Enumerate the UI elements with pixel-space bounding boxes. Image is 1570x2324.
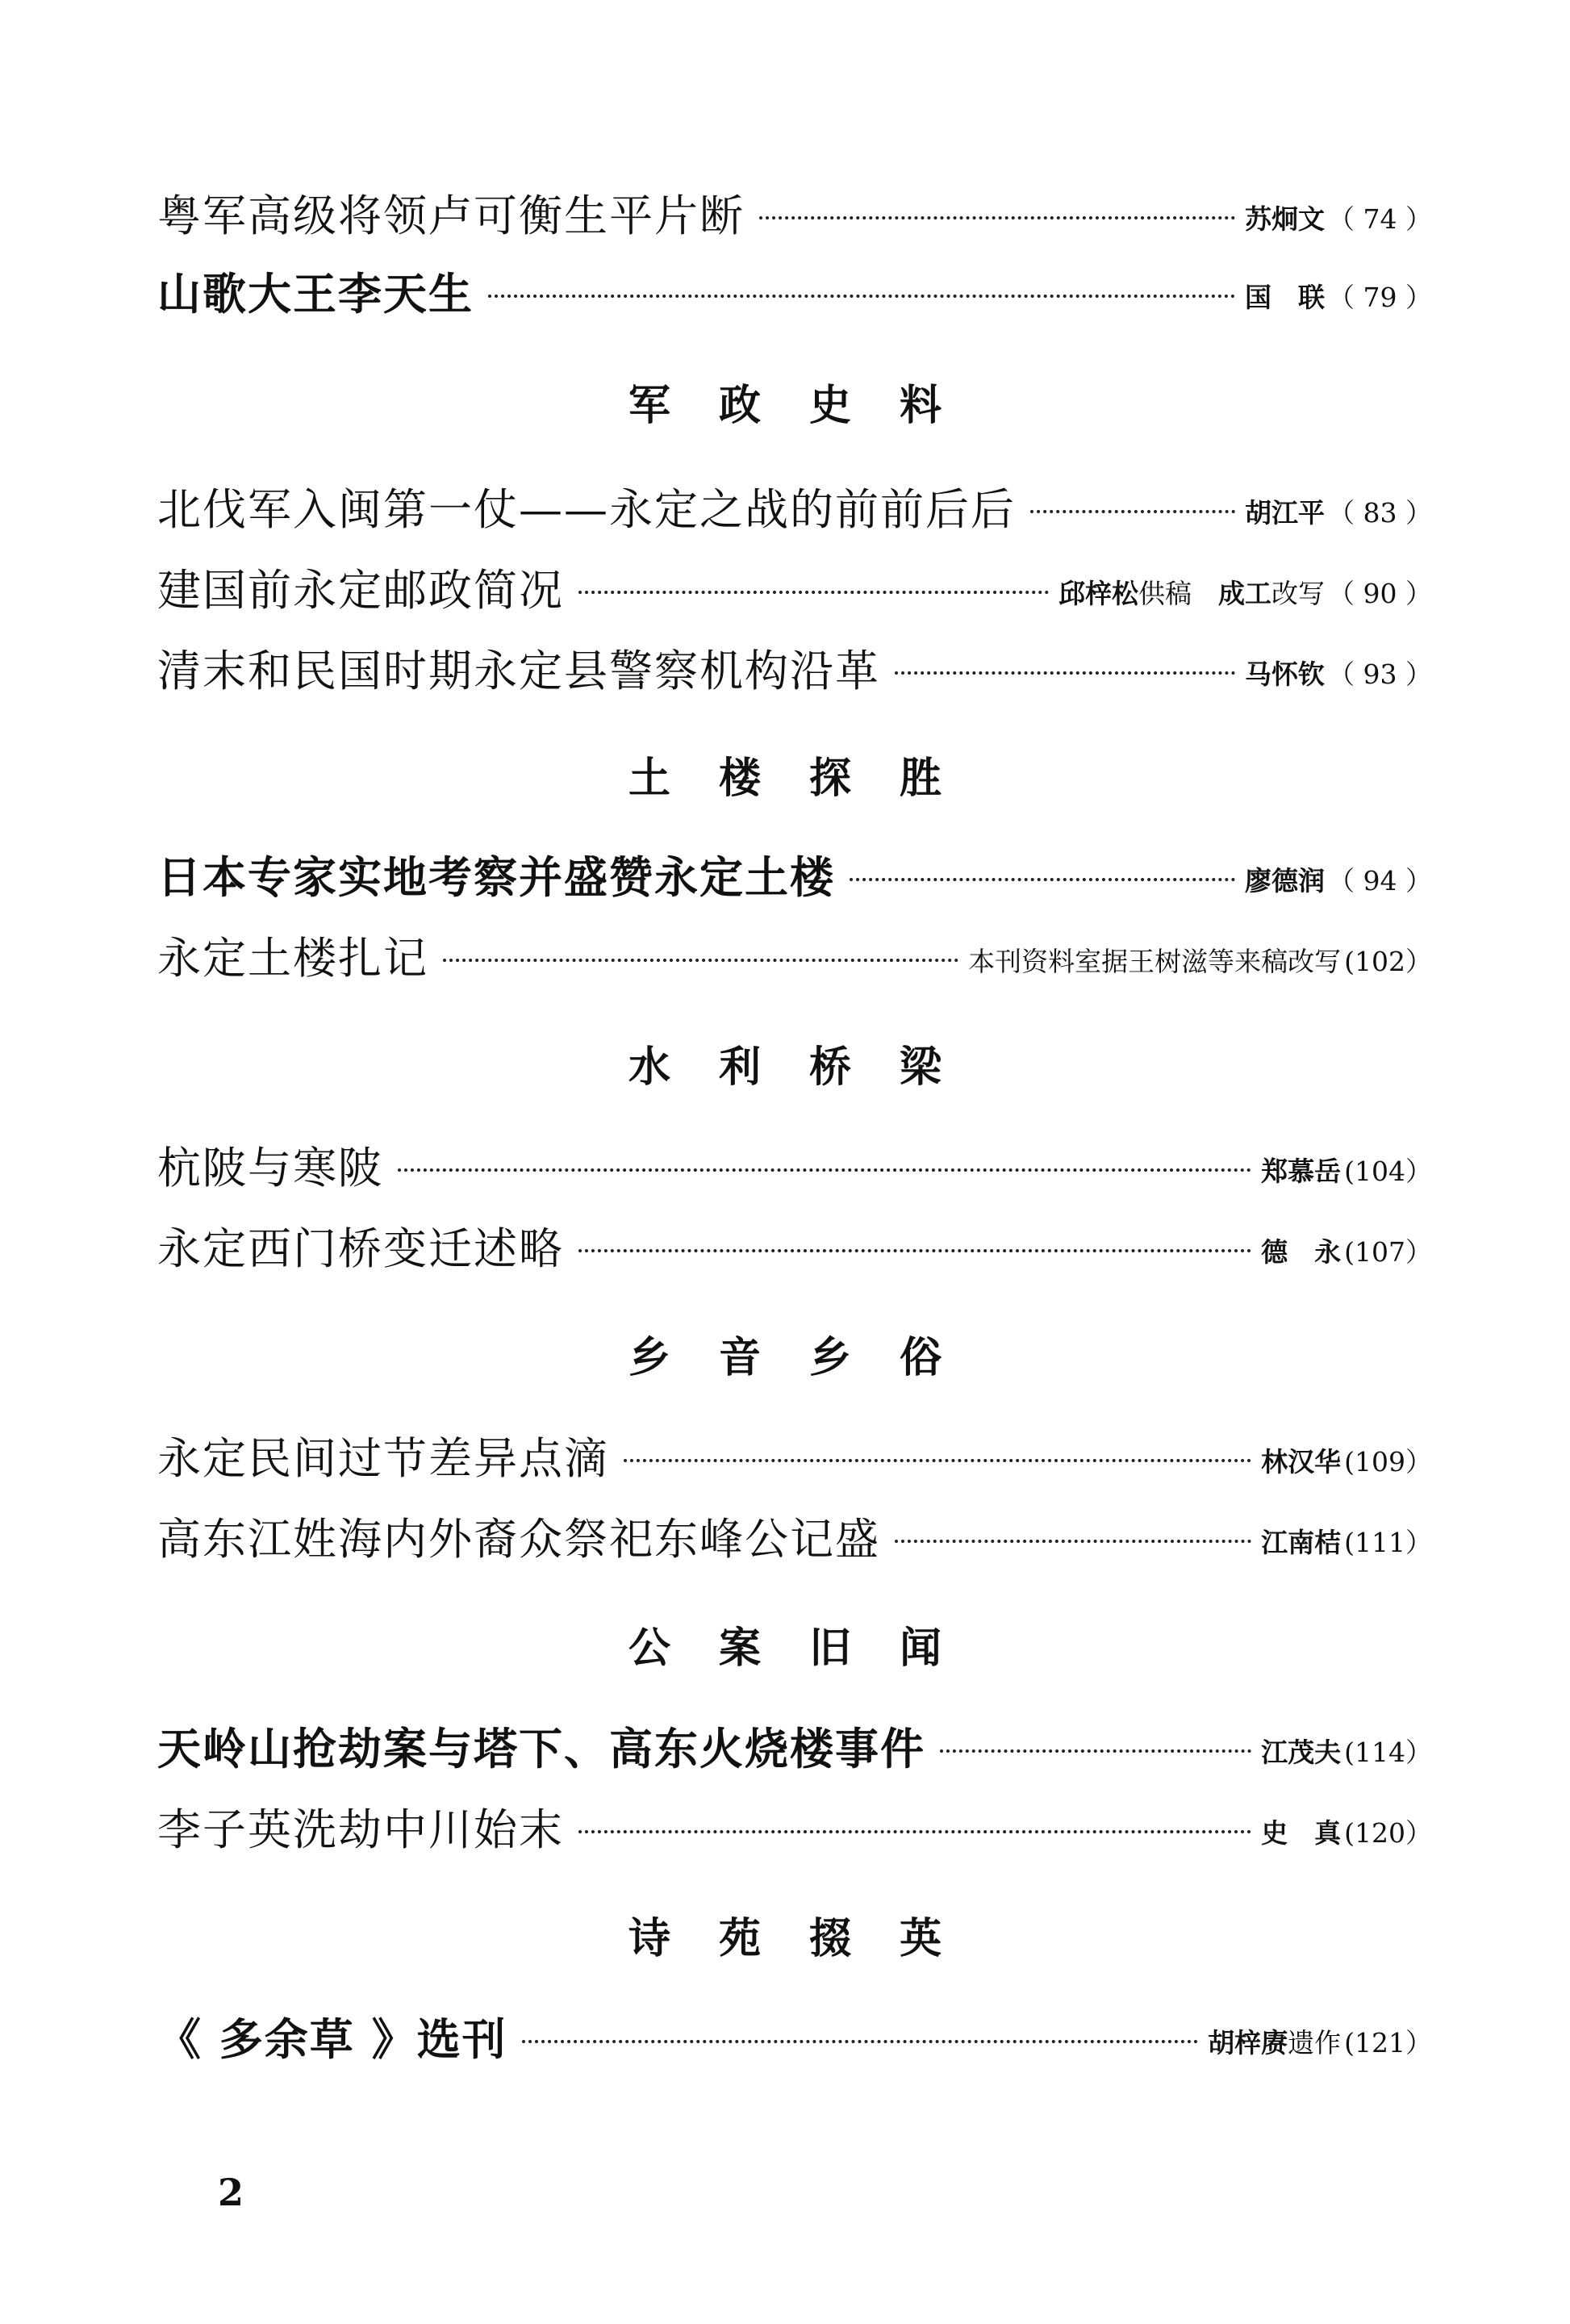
entry-title: 《 多余草 》选刊	[157, 2013, 507, 2065]
toc-entry[interactable]	[157, 1213, 1432, 1277]
entry-page: (107）	[1344, 1235, 1432, 1268]
entry-title: 永定民间过节差异点滴	[157, 1432, 609, 1484]
entry-title: 山歌大王李天生	[157, 267, 474, 320]
entry-author: 史 真	[1261, 1816, 1342, 1849]
toc-entry[interactable]	[157, 1713, 1432, 1778]
entry-author: 林汉华	[1261, 1445, 1342, 1478]
dot-leader	[578, 1249, 1251, 1252]
toc-entry[interactable]	[157, 922, 1432, 987]
entry-title: 杭陂与寒陂	[157, 1142, 383, 1193]
entry-page: (114）	[1344, 1736, 1432, 1768]
entry-page: （ 74 ）	[1328, 203, 1432, 235]
entry-page: (111）	[1344, 1526, 1432, 1558]
dot-leader	[578, 1830, 1251, 1833]
entry-page: （ 83 ）	[1328, 496, 1432, 529]
entry-title: 粤军高级将领卢可衡生平片断	[157, 190, 745, 241]
entry-page: （ 94 ）	[1328, 864, 1432, 897]
dot-leader	[398, 1168, 1251, 1172]
section-heading: 乡音乡俗	[628, 1333, 990, 1382]
entry-author: 本刊资料室据王树滋等来稿改写	[968, 945, 1342, 977]
entry-page: （ 93 ）	[1328, 658, 1432, 690]
author-role: 供稿	[1138, 577, 1219, 609]
entry-author: 国 联	[1245, 281, 1326, 313]
dot-leader	[488, 295, 1235, 298]
author2-name: 成工	[1218, 577, 1272, 609]
entry-author	[1058, 573, 1325, 611]
dot-leader	[578, 591, 1049, 594]
toc-entry[interactable]	[157, 258, 1432, 323]
entry-title: 北伐军入闽第一仗——永定之战的前前后后	[157, 483, 1016, 535]
entry-author: 德 永	[1261, 1235, 1342, 1268]
section-heading: 土楼探胜	[628, 754, 990, 803]
author2-role: 改写	[1271, 577, 1326, 609]
section-heading: 水利桥梁	[628, 1043, 990, 1092]
entry-title: 天岭山抢劫案与塔下、高东火烧楼事件	[157, 1722, 925, 1774]
entry-author	[1208, 2022, 1341, 2060]
page-number: 2	[218, 2171, 244, 2214]
entry-author: 苏炯文	[1245, 203, 1326, 235]
dot-leader	[940, 1749, 1251, 1753]
toc-entry[interactable]	[157, 180, 1432, 245]
section-heading: 军政史料	[628, 381, 990, 430]
entry-author: 江茂夫	[1261, 1736, 1342, 1768]
toc-entry[interactable]	[157, 1794, 1432, 1858]
dot-leader	[522, 2040, 1199, 2043]
entry-title: 清末和民国时期永定县警察机构沿革	[157, 645, 880, 696]
toc-entry[interactable]	[157, 1132, 1432, 1197]
section-heading: 公案旧闻	[628, 1624, 990, 1673]
dot-leader	[1030, 510, 1235, 513]
dot-leader	[850, 878, 1235, 881]
toc-entry[interactable]	[157, 474, 1432, 538]
author-role: 遗作	[1288, 2026, 1342, 2059]
dot-leader	[895, 1540, 1251, 1543]
section-heading: 诗苑掇英	[628, 1914, 990, 1963]
entry-page: (120）	[1344, 1816, 1432, 1849]
toc-entry[interactable]	[157, 1423, 1432, 1487]
toc-entry[interactable]	[157, 842, 1432, 906]
entry-author: 郑慕岳	[1261, 1155, 1342, 1187]
entry-page: (109）	[1344, 1445, 1432, 1478]
entry-page: (104）	[1344, 1155, 1432, 1187]
entry-author: 胡江平	[1245, 496, 1326, 529]
entry-page: (121）	[1344, 2026, 1432, 2059]
entry-title: 高东江姓海内外裔众祭祀东峰公记盛	[157, 1513, 880, 1565]
toc-entry[interactable]	[157, 2004, 1432, 2068]
entry-title: 永定土楼扎记	[157, 932, 428, 984]
entry-author: 马怀钦	[1245, 658, 1326, 690]
entry-title: 建国前永定邮政简况	[157, 564, 564, 616]
entry-author: 廖德润	[1245, 864, 1326, 897]
dot-leader	[895, 671, 1235, 675]
toc-entry[interactable]	[157, 1503, 1432, 1568]
entry-title: 李子英洗劫中川始末	[157, 1804, 564, 1855]
toc-entry[interactable]	[157, 635, 1432, 700]
toc-entry[interactable]	[157, 554, 1432, 619]
entry-page: （ 90 ）	[1328, 577, 1432, 609]
entry-page: (102）	[1344, 945, 1432, 977]
entry-page: （ 79 ）	[1328, 281, 1432, 313]
author-name: 胡梓赓	[1208, 2026, 1288, 2059]
author-name: 邱梓松	[1058, 577, 1139, 609]
entry-title: 永定西门桥变迁述略	[157, 1223, 564, 1274]
dot-leader	[443, 959, 958, 962]
entry-author: 江南桔	[1261, 1526, 1342, 1558]
dot-leader	[759, 216, 1235, 219]
entry-title: 日本专家实地考察并盛赞永定土楼	[157, 851, 835, 903]
dot-leader	[624, 1459, 1251, 1462]
